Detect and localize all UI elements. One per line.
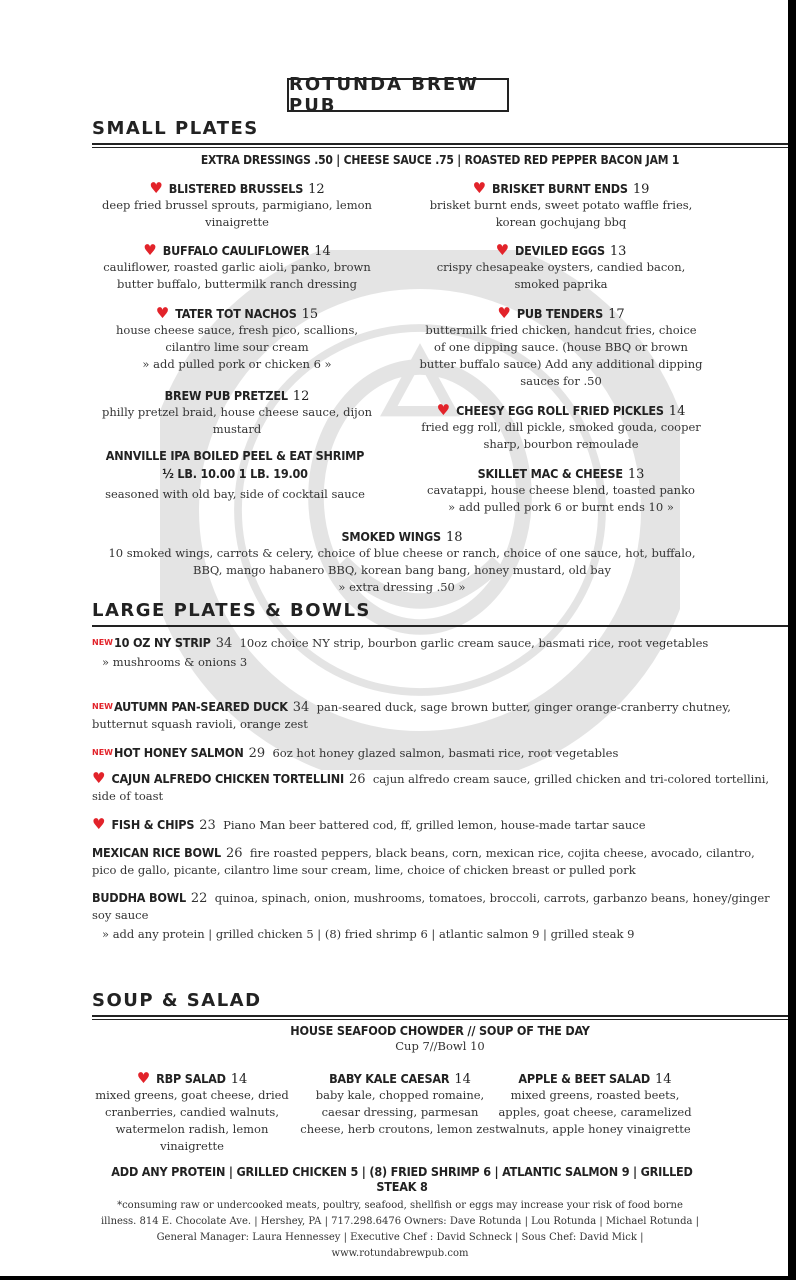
menu-item: ♥ CAJUN ALFREDO CHICKEN TORTELLINI 26 cajun alfredo cream sauce, grilled chicken and tri-colored tortellini, side of toast xyxy=(92,769,770,803)
menu-item: ♥ RBP SALAD 14 mixed greens, goat cheese, dried cranberries, candied walnuts, watermelon radish, lemon vinaigrette xyxy=(95,1069,289,1153)
menu-item: ♥ FISH & CHIPS 23 Piano Man beer battered cod, ff, grilled lemon, house-made tartar sauce xyxy=(92,815,646,833)
new-badge: NEW xyxy=(92,748,113,757)
menu-item: ♥ TATER TOT NACHOS 15 house cheese sauce, fresh pico, scallions, cilantro lime sour cream » add pulled pork or chicken 6 » xyxy=(116,304,358,371)
restaurant-title: ROTUNDA BREW PUB xyxy=(287,78,509,112)
divider xyxy=(92,625,788,627)
menu-item: ♥ BLISTERED BRUSSELS 12 deep fried brussel sprouts, parmigiano, lemon vinaigrette xyxy=(102,179,372,229)
menu-item: $^{NEW}$AUTUMN PAN-SEARED DUCK 34 pan-seared duck, sage brown butter, ginger orange-cranberry chutney, butternut squash ravioli, orange zest xyxy=(92,699,731,731)
heart-icon: ♥ xyxy=(497,304,511,322)
new-badge: NEW xyxy=(92,702,113,711)
heart-icon: ♥ xyxy=(92,769,106,787)
large-plates-header: LARGE PLATES & BOWLS xyxy=(92,600,371,621)
menu-item: ANNVILLE IPA BOILED PEEL & EAT SHRIMP ½ LB. 10.00 1 LB. 19.00 seasoned with old bay, side of cocktail sauce xyxy=(105,448,365,501)
heart-icon: ♥ xyxy=(92,815,106,833)
menu-item: BABY KALE CAESAR 14 baby kale, chopped romaine, caesar dressing, parmesan cheese, herb croutons, lemon zest xyxy=(300,1071,500,1136)
soup-salad-header: SOUP & SALAD xyxy=(92,990,262,1011)
divider xyxy=(92,143,788,145)
protein-addon-line: ADD ANY PROTEIN | GRILLED CHICKEN 5 | (8) FRIED SHRIMP 6 | ATLANTIC SALMON 9 | GRILLED STEAK 8 xyxy=(111,1164,693,1194)
menu-item: BREW PUB PRETZEL 12 philly pretzel braid, house cheese sauce, dijon mustard xyxy=(101,388,373,436)
heart-icon: ♥ xyxy=(143,241,157,259)
heart-icon: ♥ xyxy=(436,401,451,419)
menu-item: SMOKED WINGS 18 10 smoked wings, carrots & celery, choice of blue cheese or ranch, choice of one sauce, hot, buffalo, BBQ, mango habanero BBQ, korean bang bang, honey mustard, old bay » extra dressing .50 » xyxy=(108,529,696,594)
menu-item: SKILLET MAC & CHEESE 13 cavatappi, house cheese blend, toasted panko » add pulled pork 6 or burnt ends 10 » xyxy=(427,466,695,514)
menu-item: APPLE & BEET SALAD 14 mixed greens, roasted beets, apples, goat cheese, caramelized walnuts, apple honey vinaigrette xyxy=(498,1071,692,1136)
footer-disclaimer: *consuming raw or undercooked meats, poultry, seafood, shellfish or eggs may increase your risk of food borne illness. 814 E. Chocolate Ave. | Hershey, PA | 717.298.6476 Owners: Dave Rotunda | Lou Rotunda | Michael Rotunda | General Manager: Laura Hennessey | Executive Chef : David Schneck | Sous Chef: David Mick | www.rotundabrewpub.com xyxy=(100,1200,700,1259)
heart-icon: ♥ xyxy=(149,179,163,197)
menu-item: ♥ CHEESY EGG ROLL FRIED PICKLES 14 fried egg roll, dill pickle, smoked gouda, cooper sharp, bourbon remoulade xyxy=(421,401,701,451)
heart-icon: ♥ xyxy=(136,1069,151,1087)
menu-item: ♥ BRISKET BURNT ENDS 19 brisket burnt ends, sweet potato waffle fries, korean gochujang bbq xyxy=(429,179,693,229)
heart-icon: ♥ xyxy=(155,304,170,322)
heart-icon: ♥ xyxy=(495,241,510,259)
chowder-item: HOUSE SEAFOOD CHOWDER // SOUP OF THE DAY Cup 7//Bowl 10 xyxy=(290,1023,590,1053)
menu-item: BUDDHA BOWL 22 quinoa, spinach, onion, mushrooms, tomatoes, broccoli, carrots, garbanzo beans, honey/ginger soy sauce » add any protein | grilled chicken 5 | (8) fried shrimp 6 | atlantic salmon 9 | grilled steak 9 xyxy=(92,890,770,941)
menu-item: ♥ PUB TENDERS 17 buttermilk fried chicken, handcut fries, choice of one dipping sauce. (house BBQ or brown butter buffalo sauce) Add any additional dipping sauces for .50 xyxy=(419,304,703,388)
menu-item: $^{NEW}$10 OZ NY STRIP 34 10oz choice NY strip, bourbon garlic cream sauce, basmati rice, root vegetables » mushrooms & onions 3 xyxy=(92,635,709,669)
small-plates-header: SMALL PLATES xyxy=(92,118,259,139)
menu-item: MEXICAN RICE BOWL 26 fire roasted peppers, black beans, corn, mexican rice, cojita cheese, avocado, cilantro, pico de gallo, picante, cilantro lime sour cream, lime, choice of chicken breast or pulled pork xyxy=(92,845,755,877)
menu-item: ♥ DEVILED EGGS 13 crispy chesapeake oysters, candied bacon, smoked paprika xyxy=(436,241,686,291)
divider xyxy=(92,147,788,148)
divider xyxy=(92,1015,788,1017)
heart-icon: ♥ xyxy=(472,179,487,197)
divider xyxy=(92,1019,788,1020)
new-badge: NEW xyxy=(92,638,113,647)
menu-item: $^{NEW}$HOT HONEY SALMON 29 6oz hot honey glazed salmon, basmati rice, root vegetables xyxy=(92,745,619,761)
menu-item: ♥ BUFFALO CAULIFLOWER 14 cauliflower, roasted garlic aioli, panko, brown butter buffalo, buttermilk ranch dressing xyxy=(103,241,371,291)
small-plates-extras: EXTRA DRESSINGS .50 | CHEESE SAUCE .75 | ROASTED RED PEPPER BACON JAM 1 xyxy=(200,153,680,167)
